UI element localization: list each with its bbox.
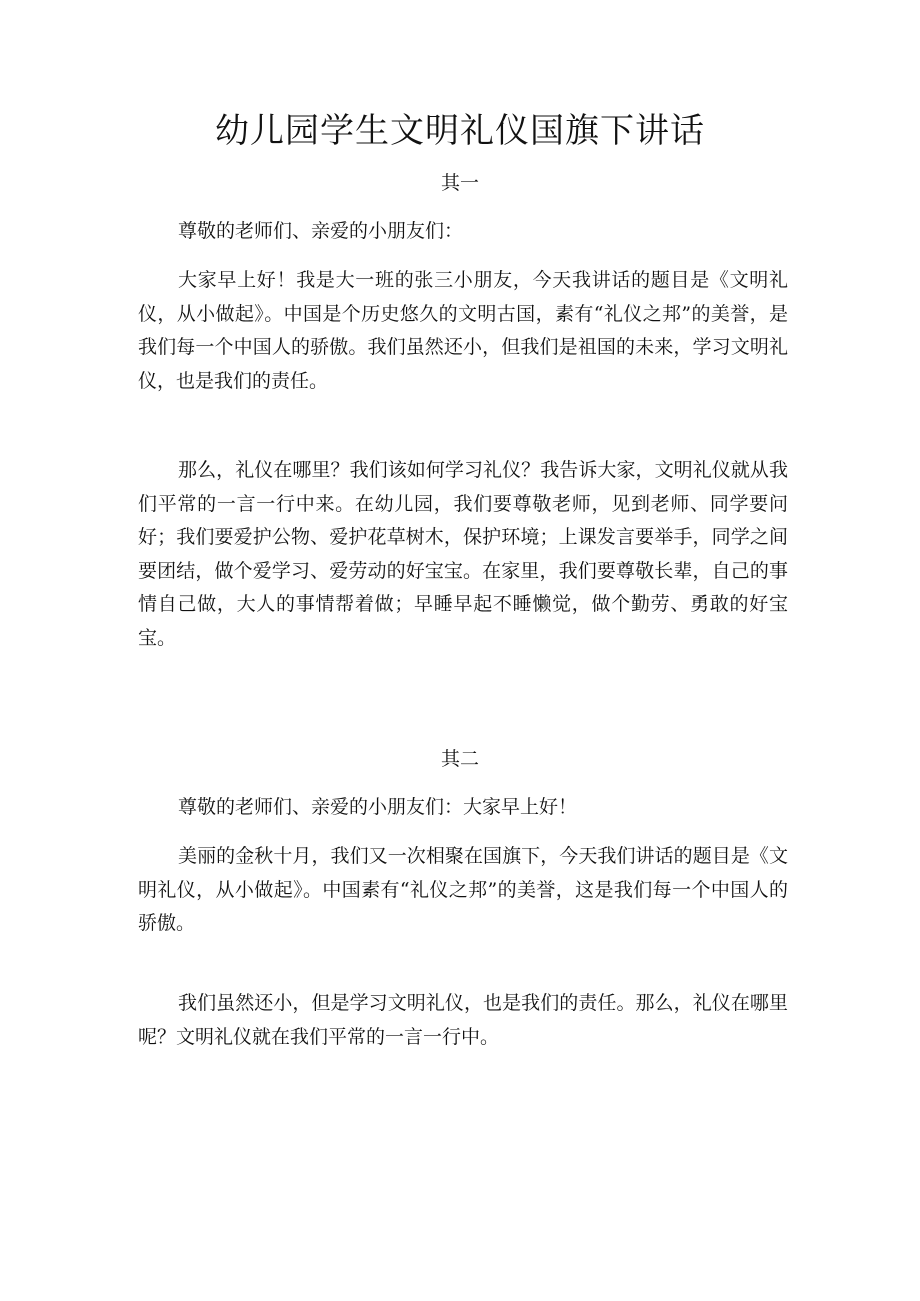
section1-greeting: 尊敬的老师们、亲爱的小朋友们： xyxy=(178,220,464,242)
document-title: 幼儿园学生文明礼仪国旗下讲话 xyxy=(215,111,705,151)
section1-paragraph-2: 那么，礼仪在哪里？我们该如何学习礼仪？我告诉大家，文明礼仪就从我们平常的一言一行中来。在幼儿园，我们要尊敬老师，见到老师、同学要问好；我们要爱护公物、爱护花草树木，保护环境；上课发言要举手，同学之间要团结，做个爱学习、爱劳动的好宝宝。在家里，我们要尊敬长辈，自己的事情自己做，大人的事情帮着做；早睡早起不睡懒觉，做个勤劳、勇敢的好宝宝。 xyxy=(138,459,788,649)
section-heading-1: 其一 xyxy=(440,172,479,194)
section2-paragraph-1: 美丽的金秋十月，我们又一次相聚在国旗下，今天我们讲话的题目是《文明礼仪，从小做起》。中国素有“礼仪之邦”的美誉，这是我们每一个中国人的骄傲。 xyxy=(138,845,788,935)
section2-greeting: 尊敬的老师们、亲爱的小朋友们：大家早上好！ xyxy=(178,796,578,818)
section-heading-2: 其二 xyxy=(440,748,479,770)
section2-paragraph-2: 我们虽然还小，但是学习文明礼仪，也是我们的责任。那么，礼仪在哪里呢？文明礼仪就在我们平常的一言一行中。 xyxy=(138,992,788,1048)
section1-paragraph-1: 大家早上好！我是大一班的张三小朋友，今天我讲话的题目是《文明礼仪，从小做起》。中国是个历史悠久的文明古国，素有“礼仪之邦”的美誉，是我们每一个中国人的骄傲。我们虽然还小，但我们是祖国的未来，学习文明礼仪，也是我们的责任。 xyxy=(138,269,788,392)
